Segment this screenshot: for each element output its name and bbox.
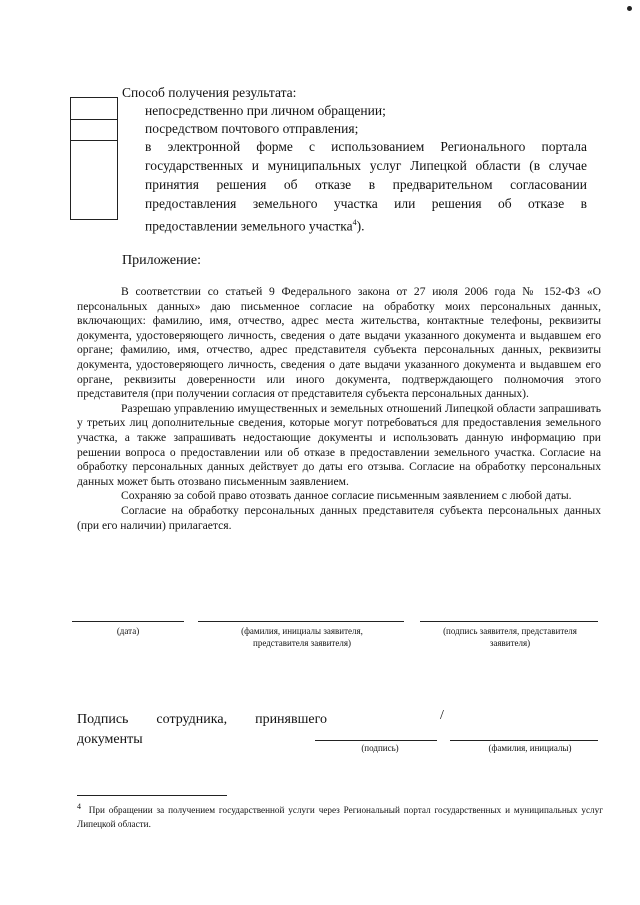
staff-name-caption: (фамилия, инициалы) <box>488 743 572 753</box>
date-caption: (дата) <box>116 626 140 636</box>
footnote-text: При обращении за получением государственной услуги через Региональный портал государственных и муниципальных услуг Липецкой области. <box>77 805 603 830</box>
attachment-title: Приложение: <box>122 253 202 268</box>
option-personal: непосредственно при личном обращении; <box>145 103 386 118</box>
consent-paragraph: Согласие на обработку персональных данных представителя субъекта персональных данных (при его наличии) прилагается. <box>77 503 601 532</box>
consent-paragraph: Сохраняю за собой право отозвать данное согласие письменным заявлением с любой даты. <box>121 489 572 503</box>
staff-name-line[interactable] <box>450 740 598 741</box>
footnote-mark: 4 <box>352 218 357 227</box>
applicant-signature-line[interactable] <box>420 621 598 622</box>
date-line[interactable] <box>72 621 184 622</box>
staff-signature-label: Подпись сотрудника, принявшего документы <box>77 712 327 747</box>
option-electronic-end: ). <box>356 218 365 234</box>
checkbox-electronic[interactable] <box>71 141 117 219</box>
consent-text <box>77 285 601 533</box>
applicant-signature-caption: (подпись заявителя, представителя заявителя) <box>443 626 577 648</box>
option-electronic <box>145 137 587 236</box>
staff-signature-line[interactable] <box>315 740 437 741</box>
staff-signature-caption: (подпись) <box>361 743 399 753</box>
footnote-divider <box>77 795 227 796</box>
applicant-name-caption: (фамилия, инициалы заявителя, представителя заявителя) <box>241 626 363 648</box>
consent-paragraph: Разрешаю управлению имущественных и земельных отношений Липецкой области запрашивать у третьих лиц дополнительные сведения, которые могут потребоваться для предоставления земельного участка, а также запрашивать недостающие документы и использовать данную информацию при решении вопроса о предоставлении или об отказе в предоставлении земельного участка. Согласие на обработку персональных данных действует до даты его отзыва. Согласие на обработку персональных данных может быть отозвано письменным заявлением. <box>77 401 601 488</box>
staff-slash: / <box>440 708 444 723</box>
scan-mark <box>627 6 632 11</box>
applicant-name-line[interactable] <box>198 621 404 622</box>
checkbox-personal[interactable] <box>71 98 117 120</box>
option-mail: посредством почтового отправления; <box>145 121 359 136</box>
option-electronic-text: в электронной форме с использованием Регионального портала государственных и муниципальных услуг Липецкой области (в случае принятия решения об отказе в предварительном согласовании предоставления земельного участка или решения об отказе в предоставлении земельного участка <box>145 139 587 234</box>
method-title: Способ получения результата: <box>122 85 297 100</box>
checkbox-mail[interactable] <box>71 120 117 141</box>
footnote <box>77 800 603 831</box>
footnote-number: 4 <box>77 802 81 811</box>
consent-paragraph: В соответствии со статьей 9 Федерального закона от 27 июля 2006 года № 152-ФЗ «О персональных данных» даю письменное согласие на обработку моих персональных данных, включающих: фамилию, имя, отчество, адрес места жительства, контактные телефоны, реквизиты документа, удостоверяющего личность, сведения о дате выдачи указанного документа и выдавшем его органе; фамилию, имя, отчество, адрес представителя субъекта персональных данных, реквизиты документа, удостоверяющего личность, сведения о дате выдачи указанного документа и выдавшем его органе, реквизиты доверенности или иного документа, подтверждающего полномочия этого представителя (при получении согласия от представителя субъекта персональных данных). <box>77 285 601 401</box>
checkbox-column <box>70 97 118 220</box>
